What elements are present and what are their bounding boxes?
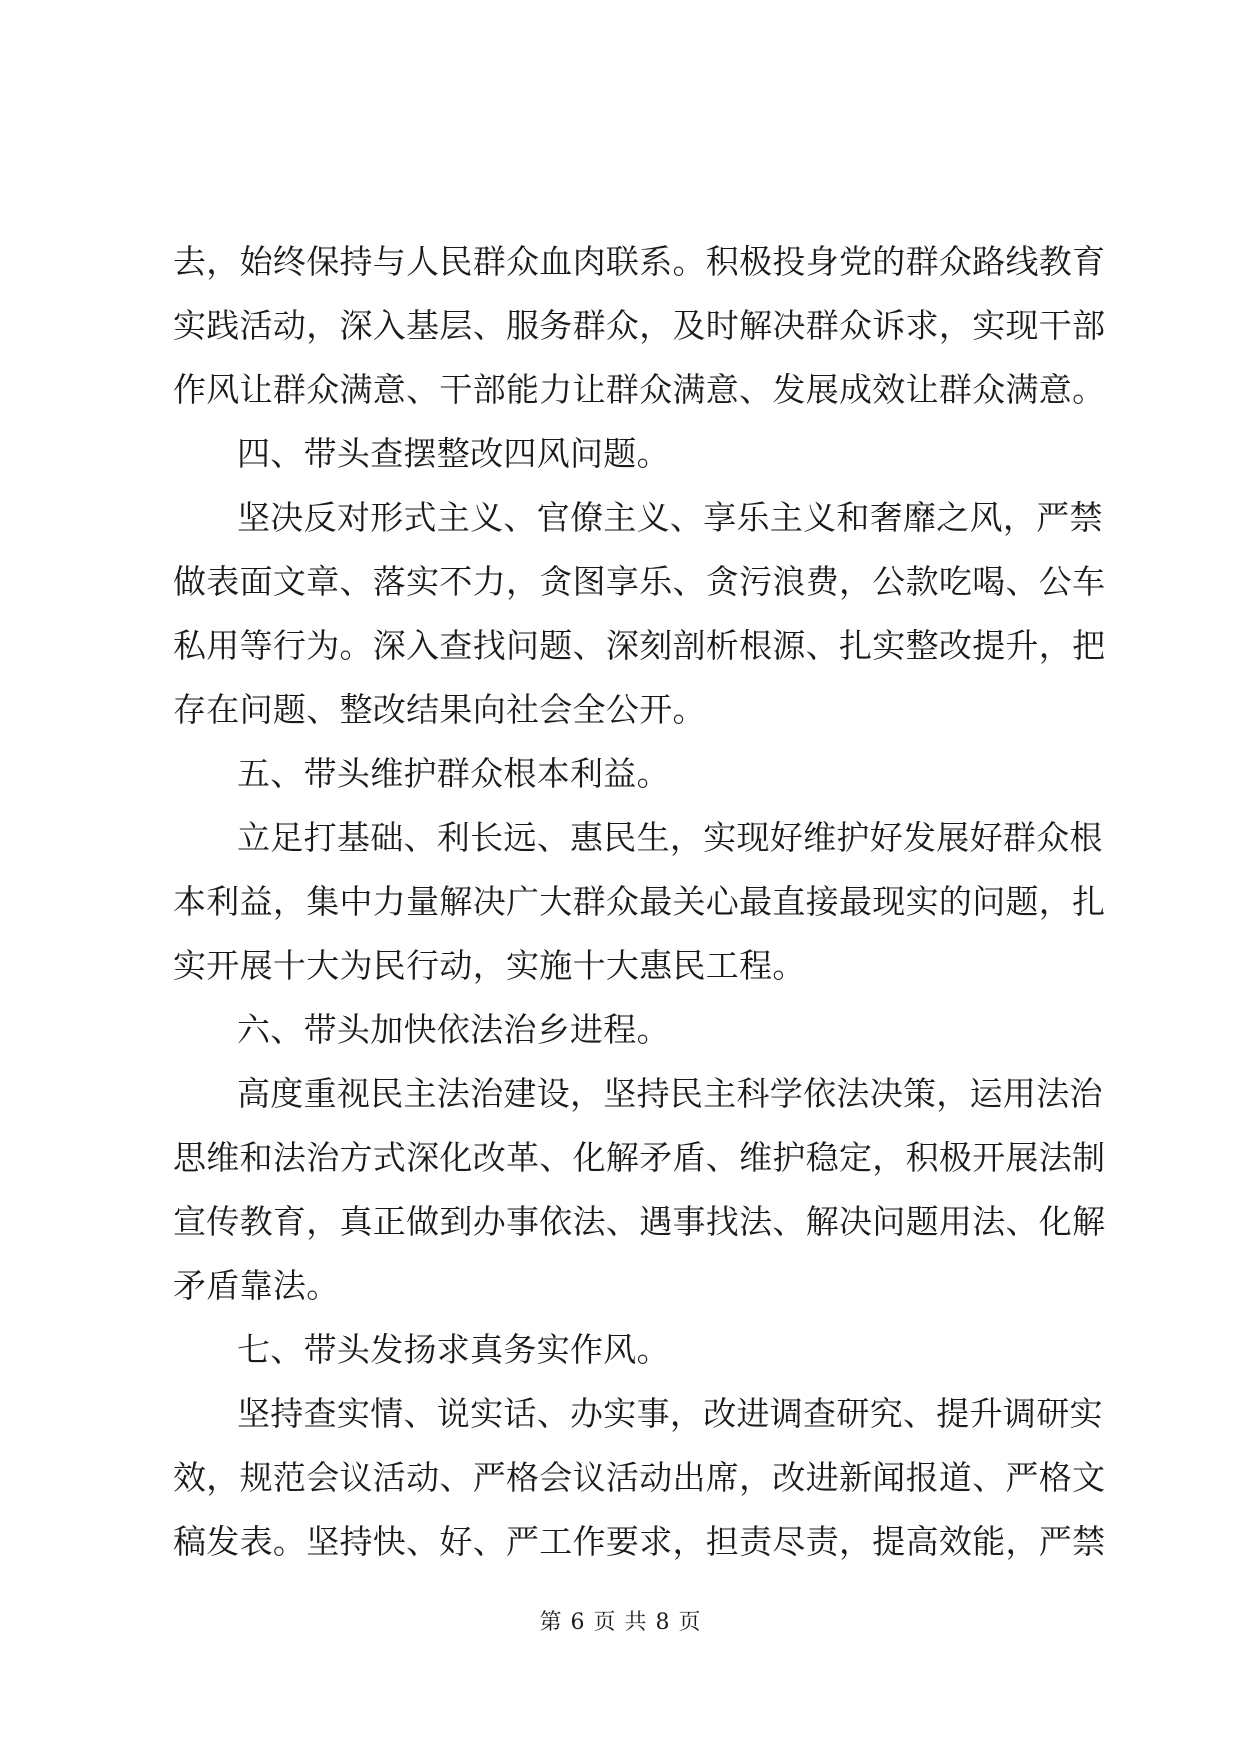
text-line: 存在问题、整改结果向社会全公开。 — [173, 690, 706, 729]
text-line: 四、带头查摆整改四风问题。 — [237, 434, 670, 473]
text-line: 坚决反对形式主义、官僚主义、享乐主义和奢靡之风，严禁 — [237, 498, 1103, 537]
text-line: 六、带头加快依法治乡进程。 — [237, 1010, 670, 1049]
text-line: 稿发表。坚持快、好、严工作要求，担责尽责，提高效能，严禁 — [173, 1522, 1106, 1561]
text-line: 宣传教育，真正做到办事依法、遇事找法、解决问题用法、化解 — [173, 1202, 1106, 1241]
text-line: 做表面文章、落实不力，贪图享乐、贪污浪费，公款吃喝、公车 — [173, 562, 1106, 601]
text-line: 效，规范会议活动、严格会议活动出席，改进新闻报道、严格文 — [173, 1458, 1106, 1497]
text-line: 七、带头发扬求真务实作风。 — [237, 1330, 670, 1369]
text-line: 作风让群众满意、干部能力让群众满意、发展成效让群众满意。 — [173, 370, 1106, 409]
text-line: 实开展十大为民行动，实施十大惠民工程。 — [173, 946, 806, 985]
text-line: 思维和法治方式深化改革、化解矛盾、维护稳定，积极开展法制 — [173, 1138, 1106, 1177]
text-line: 坚持查实情、说实话、办实事，改进调查研究、提升调研实 — [237, 1394, 1103, 1433]
text-line: 私用等行为。深入查找问题、深刻剖析根源、扎实整改提升，把 — [173, 626, 1106, 665]
text-line: 五、带头维护群众根本利益。 — [237, 754, 670, 793]
page-footer: 第 6 页 共 8 页 — [539, 1610, 702, 1635]
text-line: 去，始终保持与人民群众血肉联系。积极投身党的群众路线教育 — [173, 242, 1106, 281]
document-body — [173, 230, 1106, 1574]
text-line: 高度重视民主法治建设，坚持民主科学依法决策，运用法治 — [237, 1074, 1103, 1113]
text-line: 矛盾靠法。 — [173, 1266, 340, 1305]
text-line: 实践活动，深入基层、服务群众，及时解决群众诉求，实现干部 — [173, 306, 1106, 345]
text-line: 本利益，集中力量解决广大群众最关心最直接最现实的问题，扎 — [173, 882, 1106, 921]
text-line: 立足打基础、利长远、惠民生，实现好维护好发展好群众根 — [237, 818, 1103, 857]
